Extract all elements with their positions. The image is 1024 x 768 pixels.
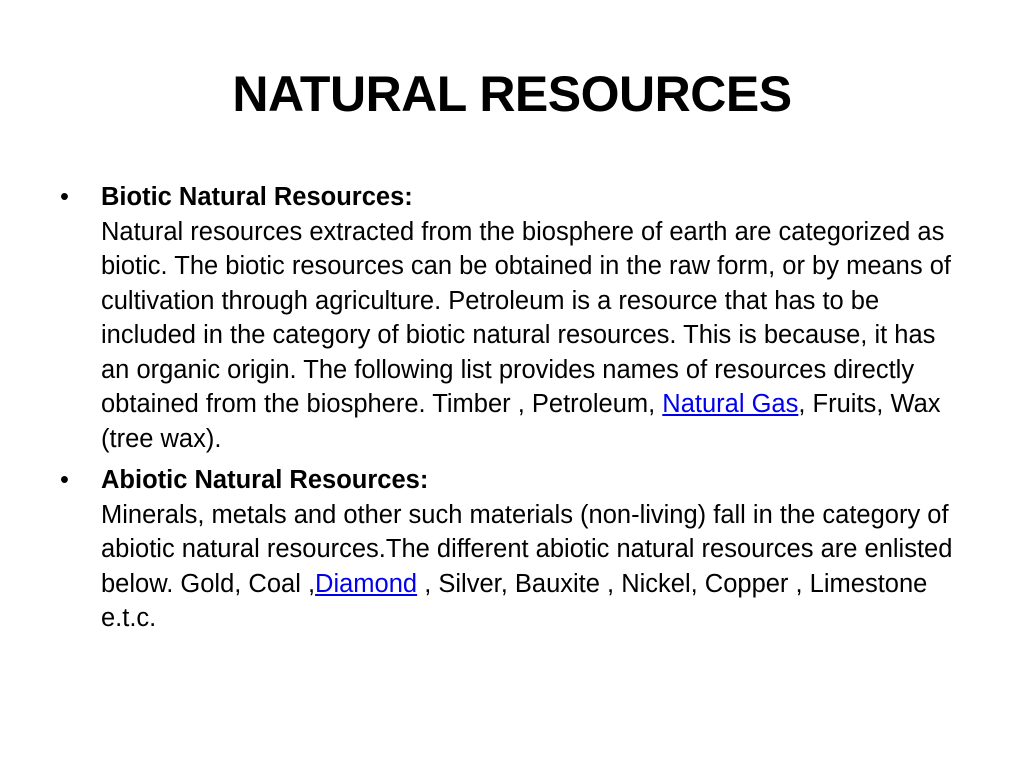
bullet-list: [56, 180, 966, 643]
bullet-item-biotic: [56, 180, 966, 456]
diamond-link[interactable]: Diamond: [315, 569, 418, 598]
natural-gas-link[interactable]: Natural Gas: [662, 390, 799, 418]
body-text: , Silver, Bauxite , Nickel, Copper , Limestone e.t.c.: [101, 569, 928, 632]
bullet-body: [101, 498, 966, 636]
bullet-heading: Biotic Natural Resources:: [101, 183, 413, 211]
body-text: Minerals, metals and other such materials (non-living) fall in the category of abiotic natural resources.The different abiotic natural resources are enlisted below. Gold, Coal ,: [101, 500, 953, 598]
body-text: , Fruits, Wax (tree wax).: [101, 390, 941, 453]
slide-title: NATURAL RESOURCES: [232, 66, 792, 122]
bullet-heading: Abiotic Natural Resources:: [101, 466, 429, 494]
body-text: Natural resources extracted from the biosphere of earth are categorized as biotic. The biotic resources can be obtained in the raw form, or by means of cultivation through agriculture. Petroleum is a resource that has to be included in the category of biotic natural resources. This is because, it has an organic origin. The following list provides names of resources directly obtained from the biosphere. Timber , Petroleum,: [101, 217, 951, 418]
bullet-dot-icon: •: [60, 183, 69, 211]
bullet-dot-icon: •: [60, 466, 69, 494]
bullet-body: [101, 215, 966, 457]
bullet-item-abiotic: [56, 463, 966, 636]
